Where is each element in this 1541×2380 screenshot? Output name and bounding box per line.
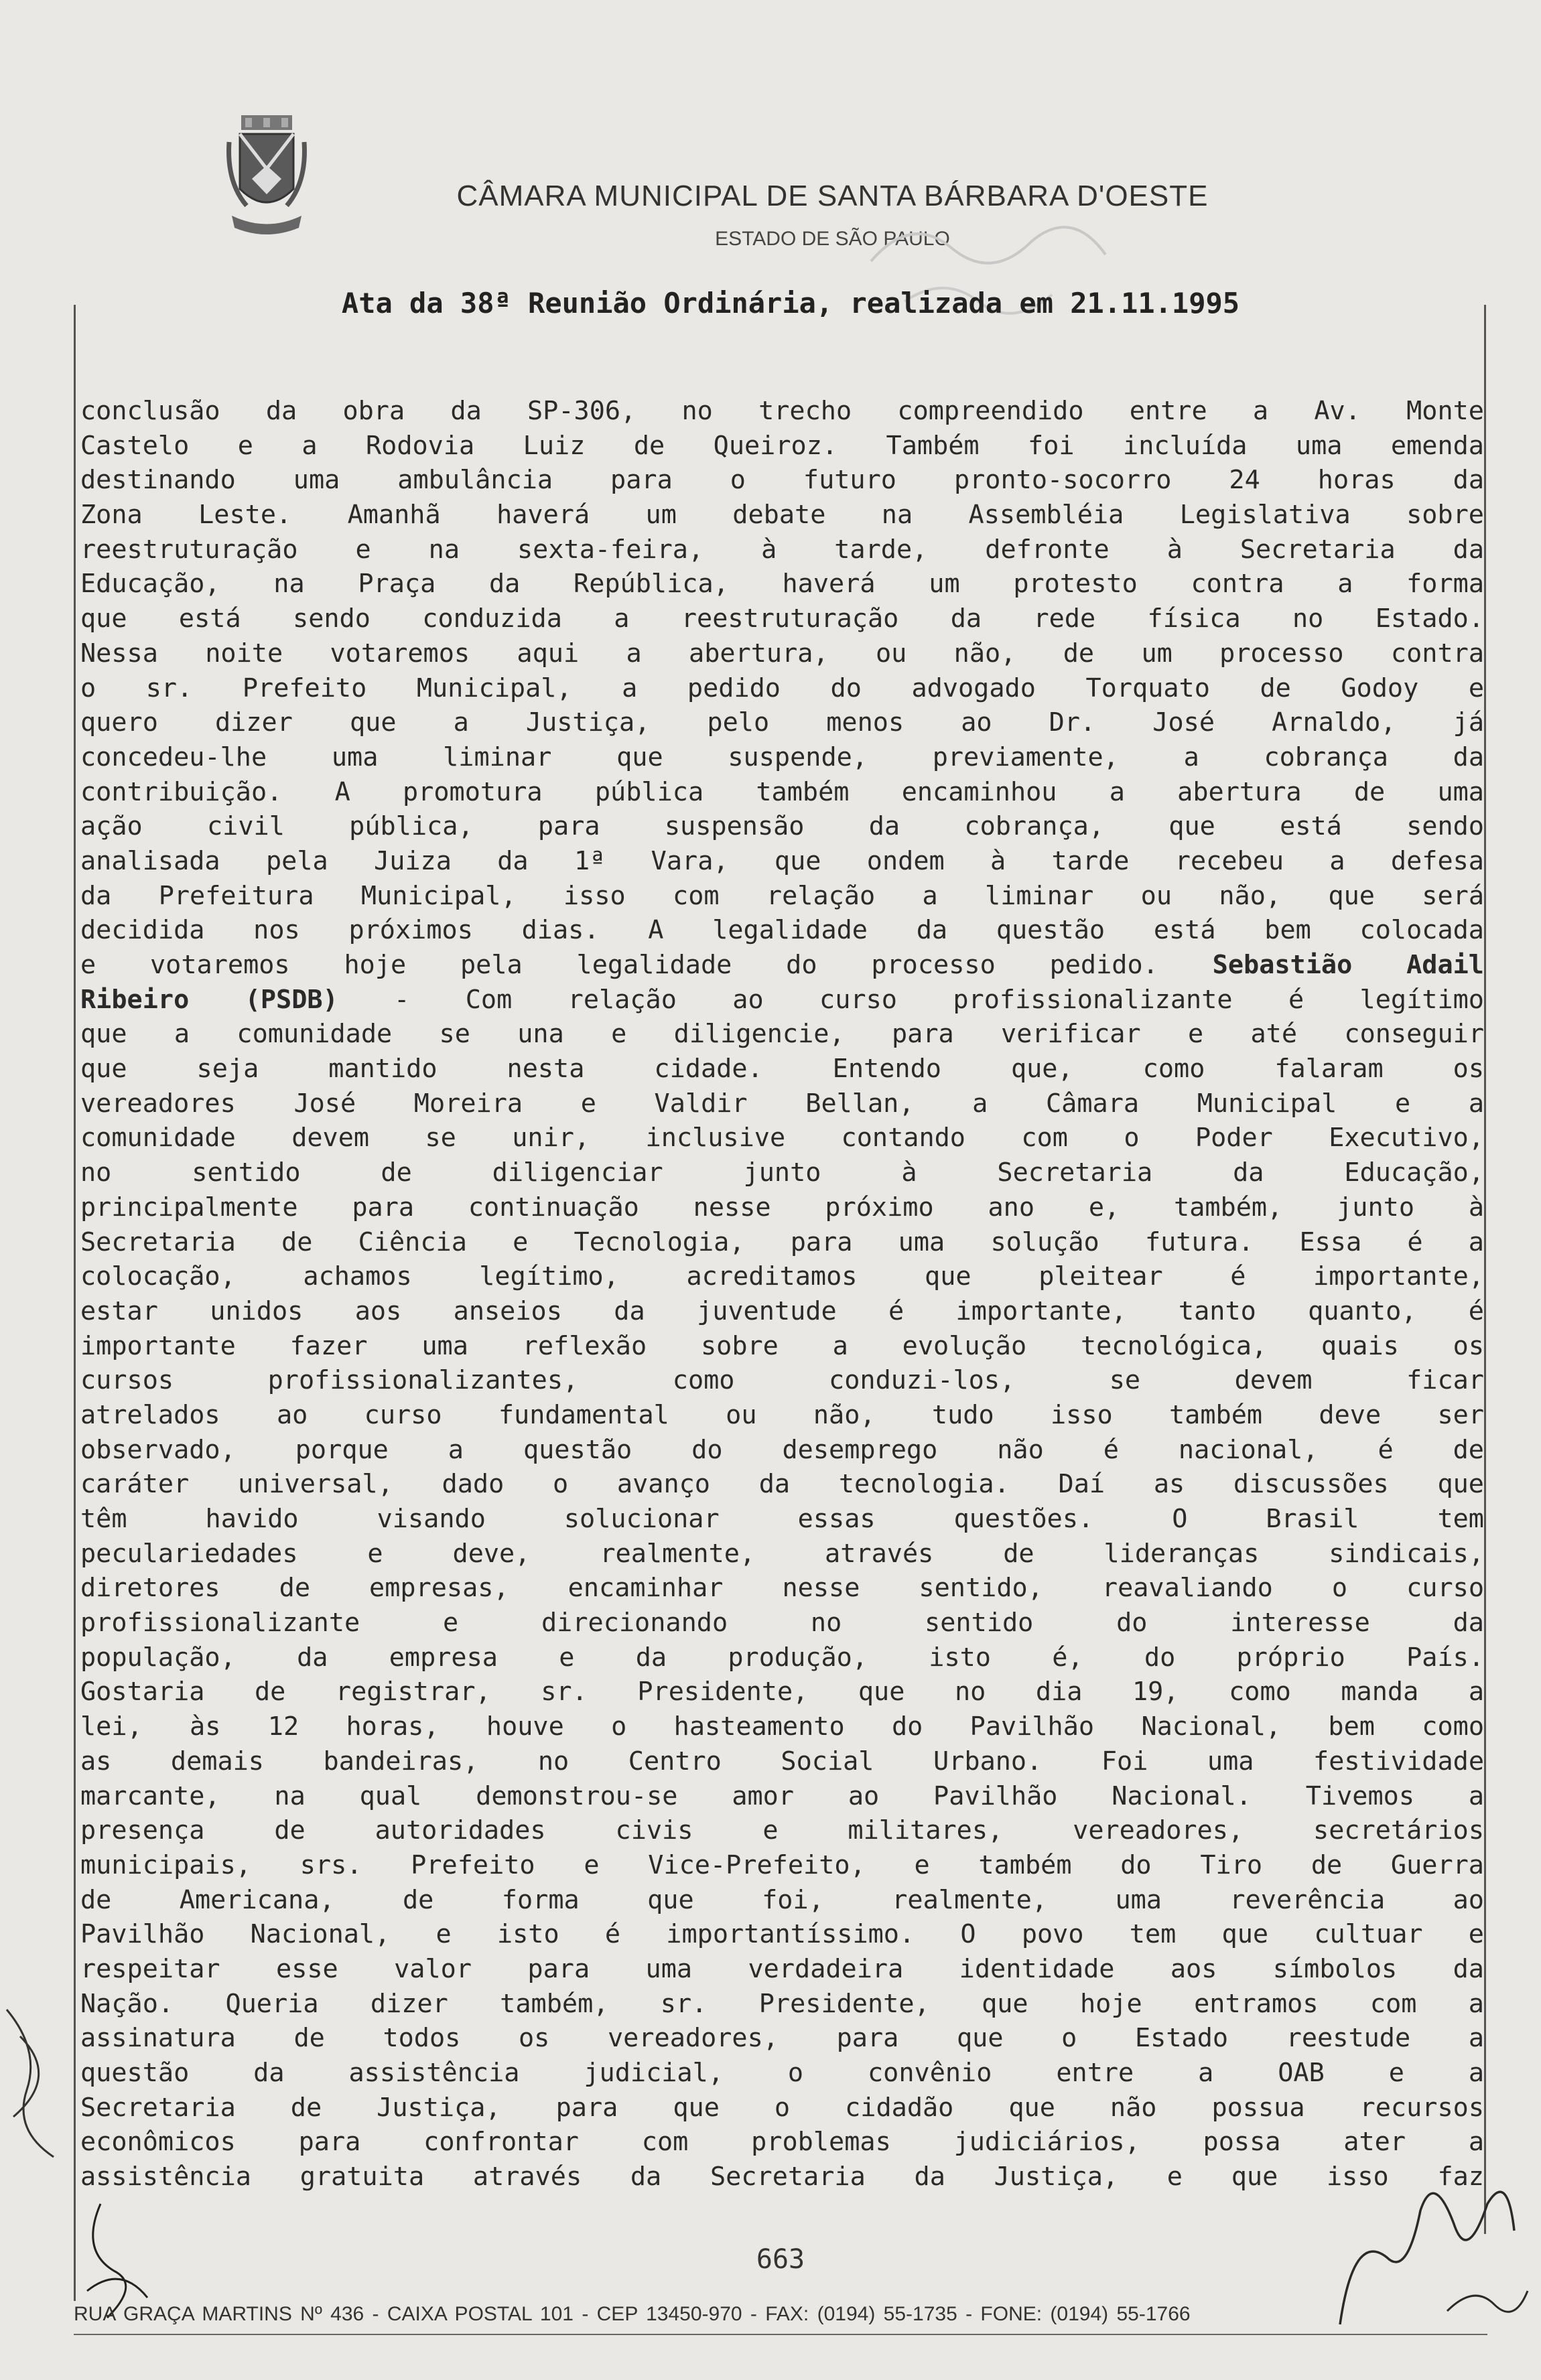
text-segment: assinatura de todos os vereadores, para que o Estado reestude a	[80, 2023, 1484, 2054]
text-segment: cursos profissionalizantes, como conduzi-los, se devem ficar	[80, 1365, 1484, 1396]
text-segment: população, da empresa e da produção, isto é, do próprio País.	[80, 1642, 1484, 1673]
text-segment: da Prefeitura Municipal, isso com relação a liminar ou não, que será	[80, 880, 1484, 911]
text-segment: municipais, srs. Prefeito e Vice-Prefeito, e também do Tiro de Guerra	[80, 1849, 1484, 1880]
text-segment: lei, às 12 horas, houve o hasteamento do Pavilhão Nacional, bem como	[80, 1711, 1484, 1742]
text-line	[80, 394, 1484, 429]
text-segment: Nessa noite votaremos aqui a abertura, ou não, de um processo contra	[80, 638, 1484, 669]
text-line	[80, 809, 1484, 844]
text-segment: de Americana, de forma que foi, realmente, uma reverência ao	[80, 1884, 1484, 1915]
text-line	[80, 1606, 1484, 1640]
text-line	[80, 1259, 1484, 1294]
text-segment: vereadores José Moreira e Valdir Bellan, a Câmara Municipal e a	[80, 1088, 1484, 1119]
text-segment: contribuição. A promotura pública também encaminhou a abertura de uma	[80, 776, 1484, 807]
text-segment: observado, porque a questão do desemprego não é nacional, é de	[80, 1434, 1484, 1465]
text-line	[80, 2091, 1484, 2125]
text-line	[80, 2125, 1484, 2160]
text-segment: respeitar esse valor para uma verdadeira identidade aos símbolos da	[80, 1953, 1484, 1984]
text-line	[80, 2056, 1484, 2091]
text-segment: no sentido de diligenciar junto à Secretaria da Educação,	[80, 1158, 1484, 1188]
text-segment: Secretaria de Ciência e Tecnologia, para uma solução futura. Essa é a	[80, 1227, 1484, 1257]
text-line	[80, 740, 1484, 775]
text-line	[80, 1294, 1484, 1329]
text-line	[80, 913, 1484, 948]
council-name: CÂMARA MUNICIPAL DE SANTA BÁRBARA D'OESTE	[456, 180, 1209, 212]
text-line	[80, 2021, 1484, 2056]
text-line	[80, 1779, 1484, 1814]
page-number: 663	[756, 2244, 805, 2275]
text-segment: ação civil pública, para suspensão da cobrança, que está sendo	[80, 811, 1484, 842]
text-segment: Zona Leste. Amanhã haverá um debate na Assembléia Legislativa sobre	[80, 500, 1484, 531]
document-title: Ata da 38ª Reunião Ordinária, realizada em 21.11.1995	[341, 287, 1240, 320]
minutes-body	[80, 394, 1484, 2194]
text-segment: estar unidos aos anseios da juventude é importante, tanto quanto, é	[80, 1296, 1484, 1326]
text-line	[80, 1675, 1484, 1709]
text-line	[80, 1190, 1484, 1225]
text-segment: comunidade devem se unir, inclusive contando com o Poder Executivo,	[80, 1123, 1484, 1153]
text-segment: Educação, na Praça da República, haverá um protesto contra a forma	[80, 569, 1484, 600]
text-line	[80, 1987, 1484, 2022]
text-segment: Pavilhão Nacional, e isto é importantíssimo. O povo tem que cultuar e	[80, 1919, 1484, 1950]
text-segment: decidida nos próximos dias. A legalidade da questão está bem colocada	[80, 915, 1484, 946]
text-line	[80, 1883, 1484, 1918]
text-segment: diretores de empresas, encaminhar nesse sentido, reavaliando o curso	[80, 1573, 1484, 1604]
text-line	[80, 879, 1484, 914]
text-line	[80, 2160, 1484, 2194]
text-line	[80, 1156, 1484, 1190]
text-line	[80, 1709, 1484, 1744]
text-line	[80, 636, 1484, 671]
text-segment: Gostaria de registrar, sr. Presidente, que no dia 19, como manda a	[80, 1677, 1484, 1707]
text-segment: Secretaria de Justiça, para que o cidadão que não possua recursos	[80, 2092, 1484, 2123]
text-line	[80, 1121, 1484, 1156]
text-line	[80, 1017, 1484, 1052]
state-name: ESTADO DE SÃO PAULO	[715, 228, 950, 250]
text-segment: o sr. Prefeito Municipal, a pedido do advogado Torquato de Godoy e	[80, 673, 1484, 703]
text-line	[80, 1952, 1484, 1987]
text-segment: conclusão da obra da SP-306, no trecho compreendido entre a Av. Monte	[80, 396, 1484, 426]
text-segment: presença de autoridades civis e militares, vereadores, secretários	[80, 1815, 1484, 1846]
text-segment: principalmente para continuação nesse próximo ano e, também, junto à	[80, 1192, 1484, 1222]
text-segment: que a comunidade se una e diligencie, para verificar e até conseguir	[80, 1019, 1484, 1050]
right-margin-rule	[1484, 305, 1486, 2234]
text-line	[80, 671, 1484, 706]
text-line	[80, 1363, 1484, 1398]
text-segment: questão da assistência judicial, o convênio entre a OAB e a	[80, 2058, 1484, 2088]
municipal-coat-of-arms-icon	[226, 115, 307, 242]
text-line	[80, 1502, 1484, 1537]
page-footer-address: RUA GRAÇA MARTINS Nº 436 - CAIXA POSTAL 101 - CEP 13450-970 - FAX: (0194) 55-1735 - FONE: (0194) 55-1766	[74, 2303, 1191, 2325]
text-line	[80, 1225, 1484, 1260]
text-line	[80, 1433, 1484, 1468]
text-line	[80, 1813, 1484, 1848]
text-segment: marcante, na qual demonstrou-se amor ao Pavilhão Nacional. Tivemos a	[80, 1780, 1484, 1811]
text-line	[80, 1917, 1484, 1952]
text-line	[80, 1848, 1484, 1883]
text-line	[80, 775, 1484, 810]
text-segment: e votaremos hoje pela legalidade do processo pedido.	[80, 950, 1213, 980]
text-segment: econômicos para confrontar com problemas judiciários, possa ater a	[80, 2127, 1484, 2158]
text-segment: Nação. Queria dizer também, sr. Presidente, que hoje entramos com a	[80, 1988, 1484, 2019]
speaker-name: Sebastião Adail	[1212, 950, 1484, 980]
text-line	[80, 705, 1484, 740]
speaker-name: Ribeiro (PSDB)	[80, 984, 338, 1015]
text-line	[80, 983, 1484, 1018]
text-segment: profissionalizante e direcionando no sentido do interesse da	[80, 1608, 1484, 1638]
text-line	[80, 1537, 1484, 1571]
text-segment: concedeu-lhe uma liminar que suspende, previamente, a cobrança da	[80, 742, 1484, 772]
text-segment: atrelados ao curso fundamental ou não, tudo isso também deve ser	[80, 1399, 1484, 1430]
left-margin-signature	[0, 1996, 80, 2170]
text-segment: peculariedades e deve, realmente, através de lideranças sindicais,	[80, 1538, 1484, 1569]
text-line	[80, 1329, 1484, 1364]
text-line	[80, 498, 1484, 533]
text-line	[80, 429, 1484, 464]
text-segment: que está sendo conduzida a reestruturação da rede física no Estado.	[80, 604, 1484, 634]
text-segment: destinando uma ambulância para o futuro pronto-socorro 24 horas da	[80, 465, 1484, 496]
text-line	[80, 567, 1484, 602]
text-line	[80, 844, 1484, 879]
text-segment: assistência gratuita através da Secretaria da Justiça, e que isso faz	[80, 2162, 1484, 2192]
text-line	[80, 1640, 1484, 1675]
text-segment: caráter universal, dado o avanço da tecnologia. Daí as discussões que	[80, 1469, 1484, 1500]
text-line	[80, 1744, 1484, 1779]
footer-rule	[74, 2334, 1487, 2335]
text-line	[80, 533, 1484, 567]
text-line	[80, 1052, 1484, 1087]
text-line	[80, 1087, 1484, 1121]
text-segment: as demais bandeiras, no Centro Social Urbano. Foi uma festividade	[80, 1746, 1484, 1776]
text-line	[80, 1398, 1484, 1433]
text-segment: quero dizer que a Justiça, pelo menos ao Dr. José Arnaldo, já	[80, 707, 1484, 738]
text-segment: importante fazer uma reflexão sobre a evolução tecnológica, quais os	[80, 1330, 1484, 1361]
text-line	[80, 948, 1484, 983]
text-segment: que seja mantido nesta cidade. Entendo que, como falaram os	[80, 1054, 1484, 1084]
text-segment: - Com relação ao curso profissionalizante é legítimo	[338, 984, 1484, 1015]
text-line	[80, 463, 1484, 498]
text-line	[80, 602, 1484, 636]
text-segment: colocação, achamos legítimo, acreditamos que pleitear é importante,	[80, 1261, 1484, 1292]
text-segment: Castelo e a Rodovia Luiz de Queiroz. Também foi incluída uma emenda	[80, 430, 1484, 461]
text-segment: têm havido visando solucionar essas questões. O Brasil tem	[80, 1504, 1484, 1534]
text-line	[80, 1467, 1484, 1502]
text-line	[80, 1571, 1484, 1606]
text-segment: reestruturação e na sexta-feira, à tarde, defronte à Secretaria da	[80, 534, 1484, 565]
text-segment: analisada pela Juiza da 1ª Vara, que ondem à tarde recebeu a defesa	[80, 845, 1484, 876]
